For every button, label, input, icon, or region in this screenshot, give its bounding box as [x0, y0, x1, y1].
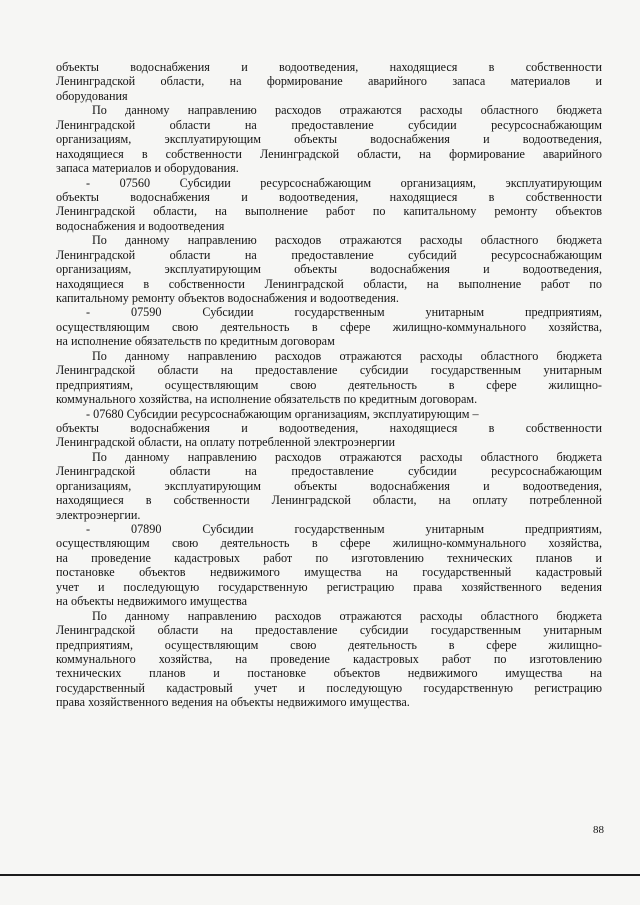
- body-line: электроэнергии.: [56, 507, 141, 522]
- body-line: технических планов и постановке объектов недвижимого имущества на: [56, 666, 602, 681]
- body-line: Ленинградской области, на формирование аварийного запаса материалов и: [56, 74, 602, 89]
- body-line: осуществляющим свою деятельность в сфере жилищно-коммунального хозяйства,: [56, 536, 602, 551]
- page-number: 88: [593, 824, 604, 836]
- scan-bottom-edge: [0, 874, 640, 876]
- body-line: на объекты недвижимого имущества: [56, 594, 248, 609]
- body-line: водоснабжения и водоотведения: [56, 218, 225, 233]
- body-line: Ленинградской области на предоставление субсидии государственным унитарным: [56, 363, 602, 378]
- body-line: По данному направлению расходов отражаются расходы областного бюджета: [92, 449, 602, 464]
- body-line: По данному направлению расходов отражаются расходы областного бюджета: [92, 348, 602, 363]
- body-line: Ленинградской области, на оплату потребленной электроэнергии: [56, 435, 396, 450]
- body-line: Ленинградской области на предоставление субсидии ресурсоснабжающим: [56, 117, 602, 132]
- body-line: организациям, эксплуатирующим объекты водоснабжения и водоотведения,: [56, 478, 602, 493]
- item-heading-07680: - 07680 Субсидии ресурсоснабжающим организациям, эксплуатирующим –: [86, 406, 479, 421]
- body-line: осуществляющим свою деятельность в сфере жилищно-коммунального хозяйства,: [56, 319, 602, 334]
- body-line: постановке объектов недвижимого имущества на государственный кадастровый: [56, 565, 602, 580]
- body-line: коммунального хозяйства, на исполнение обязательств по кредитным договорам.: [56, 392, 478, 407]
- body-line: По данному направлению расходов отражаются расходы областного бюджета: [92, 103, 602, 118]
- body-line: объекты водоснабжения и водоотведения, находящиеся в собственности: [56, 60, 602, 74]
- body-line: предприятиям, осуществляющим свою деятельность в сфере жилищно-: [56, 637, 602, 652]
- item-heading-07590: - 07590 Субсидии государственным унитарным предприятиям,: [86, 305, 602, 320]
- body-line: на проведение кадастровых работ по изготовлению технических планов и: [56, 550, 602, 565]
- body-line: коммунального хозяйства, на проведение кадастровых работ по изготовлению: [56, 651, 602, 666]
- body-line: запаса материалов и оборудования.: [56, 161, 239, 176]
- body-line: Ленинградской области, на выполнение работ по капитальному ремонту объектов: [56, 204, 602, 219]
- body-line: По данному направлению расходов отражаются расходы областного бюджета: [92, 608, 602, 623]
- body-line: Ленинградской области на предоставление субсидии государственным унитарным: [56, 623, 602, 638]
- body-line: объекты водоснабжения и водоотведения, находящиеся в собственности: [56, 189, 602, 204]
- body-line: организациям, эксплуатирующим объекты водоснабжения и водоотведения,: [56, 262, 602, 277]
- body-line: права хозяйственного ведения на объекты недвижимого имущества.: [56, 695, 410, 710]
- body-line: объекты водоснабжения и водоотведения, находящиеся в собственности: [56, 420, 602, 435]
- body-line: находящиеся в собственности Ленинградской области, на формирование аварийного: [56, 146, 602, 161]
- body-line: учет и последующую государственную регистрацию права хозяйственного ведения: [56, 579, 602, 594]
- item-heading-07560: - 07560 Субсидии ресурсоснабжающим организациям, эксплуатирующим: [86, 175, 602, 190]
- body-line: предприятиям, осуществляющим свою деятельность в сфере жилищно-: [56, 377, 602, 392]
- body-line: организациям, эксплуатирующим объекты водоснабжения и водоотведения,: [56, 132, 602, 147]
- body-line: находящиеся в собственности Ленинградской области, на оплату потребленной: [56, 493, 602, 508]
- body-line: По данному направлению расходов отражаются расходы областного бюджета: [92, 233, 602, 248]
- body-line: государственный кадастровый учет и последующую государственную регистрацию: [56, 680, 602, 695]
- body-line: на исполнение обязательств по кредитным договорам: [56, 334, 335, 349]
- item-heading-07890: - 07890 Субсидии государственным унитарным предприятиям,: [86, 522, 602, 536]
- document-body: [56, 60, 602, 710]
- body-line: Ленинградской области на предоставление субсидии ресурсоснабжающим: [56, 464, 602, 479]
- body-line: Ленинградской области на предоставление субсидий ресурсоснабжающим: [56, 247, 602, 262]
- body-line: капитальному ремонту объектов водоснабжения и водоотведения.: [56, 291, 399, 305]
- body-line: находящиеся в собственности Ленинградской области, на выполнение работ по: [56, 276, 602, 291]
- body-line: оборудования: [56, 88, 128, 103]
